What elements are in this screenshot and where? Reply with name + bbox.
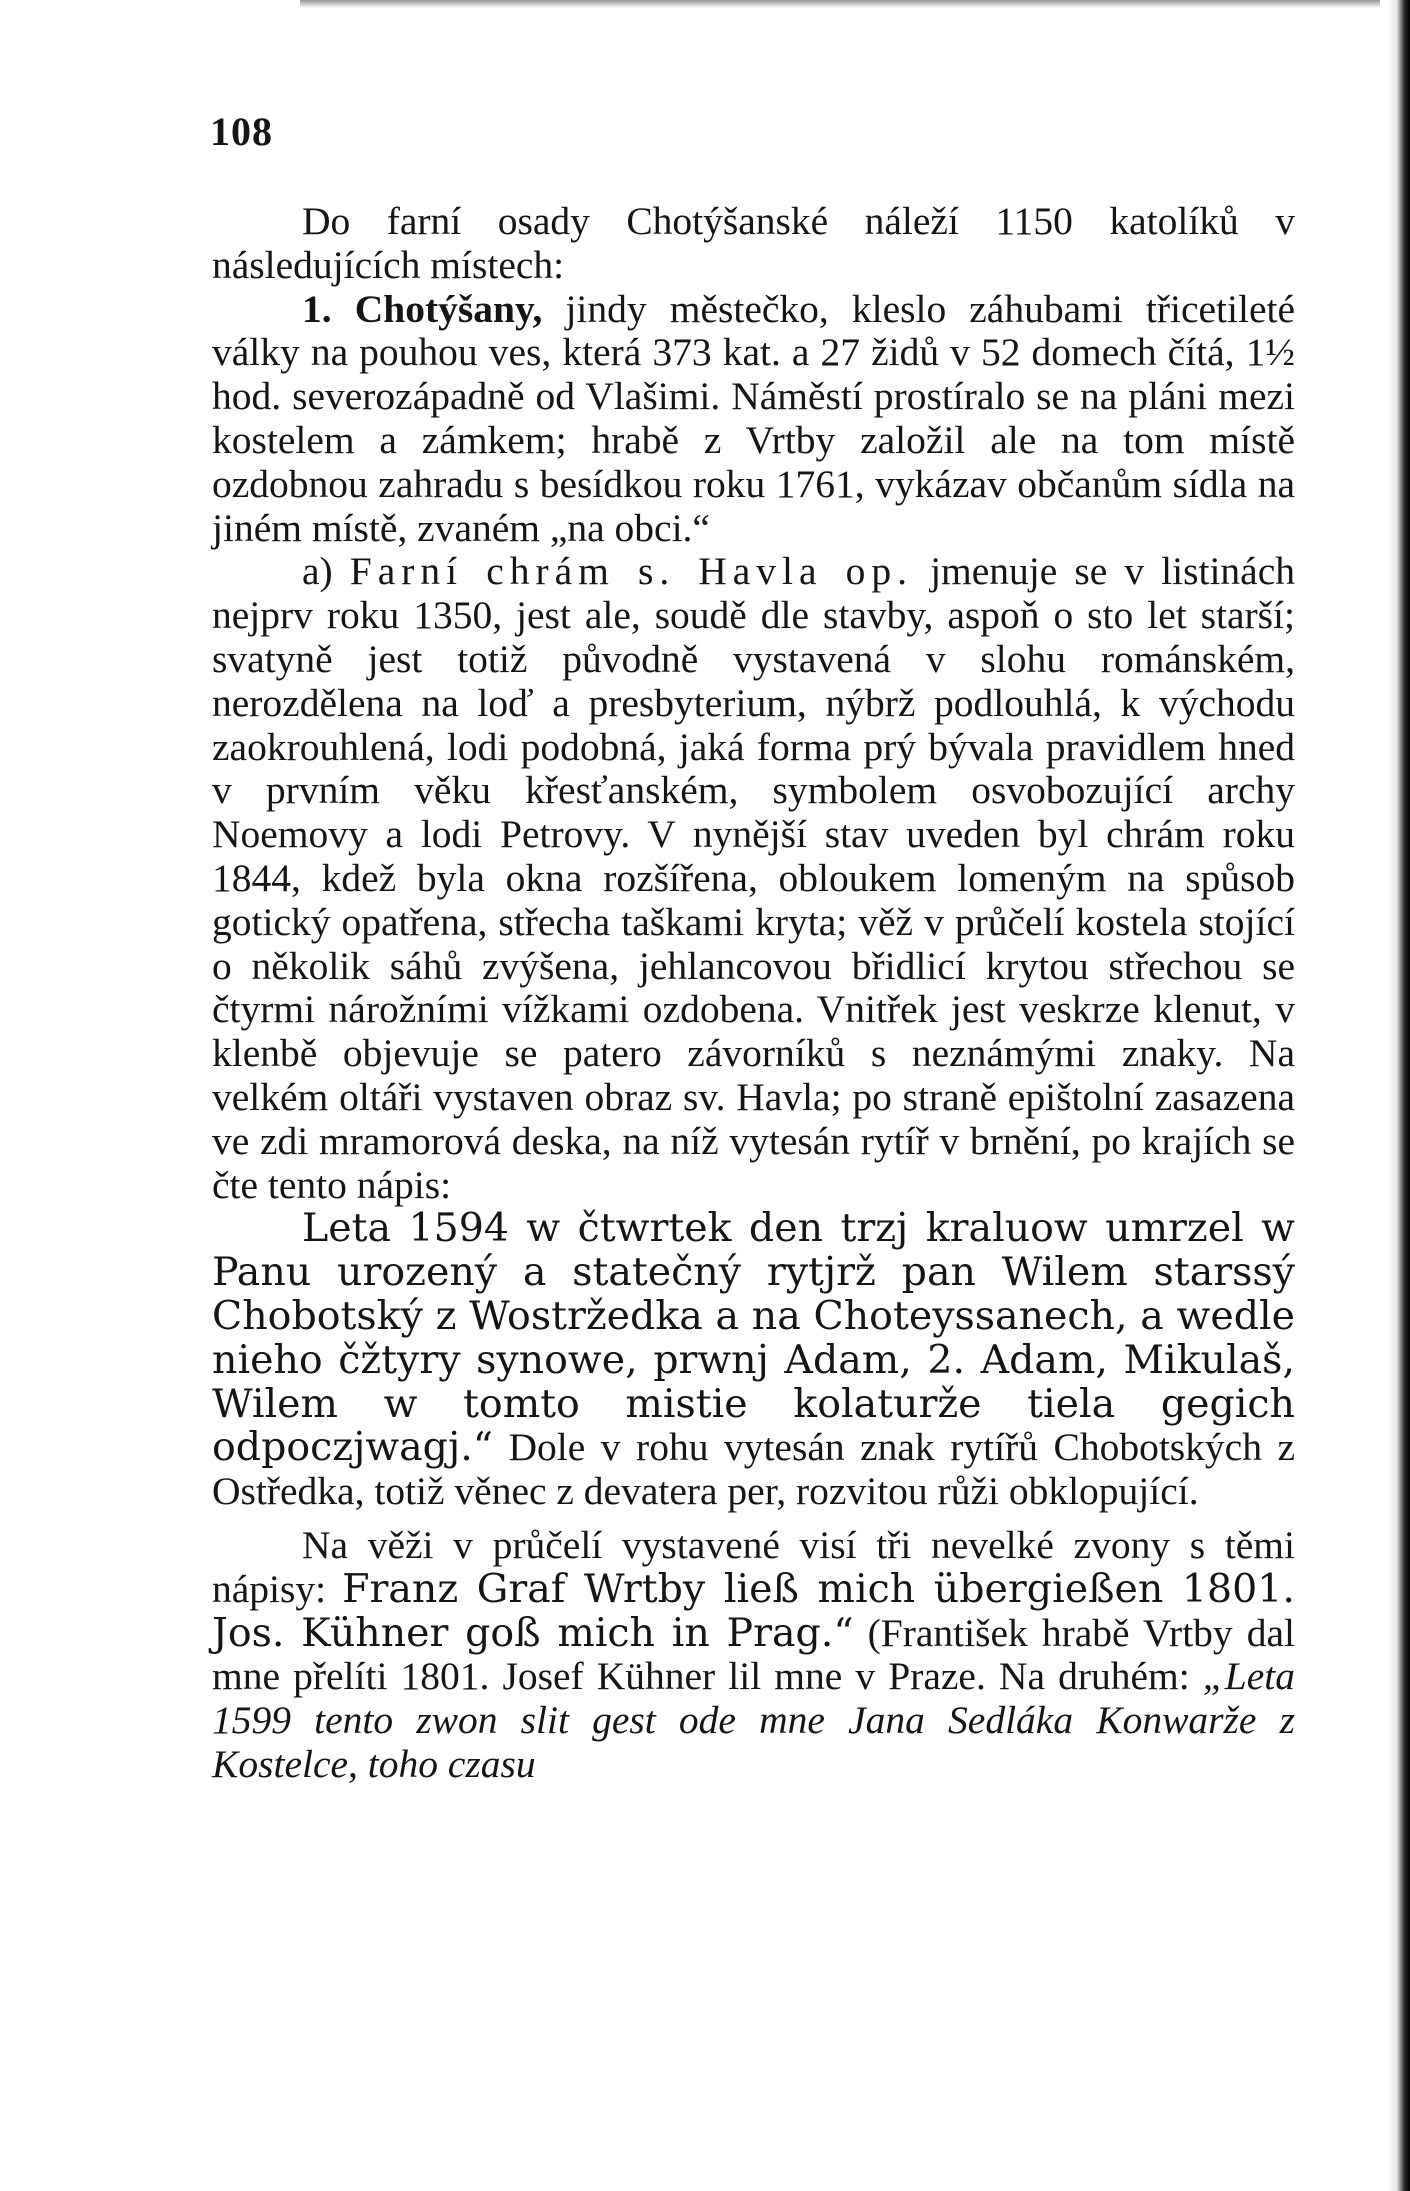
paragraph-inscription [212,1207,1295,1514]
bells-text-1: Na věži v průčelí vystavené visí tři nevelké zvony s těmi nápisy: [212,1522,1295,1611]
paragraph-chotysany [212,288,1295,551]
page-right-edge-shadow [1388,0,1410,2191]
paragraph-bells [212,1524,1295,1787]
place-name: Chotýšany, [354,286,543,331]
paragraph-inscription-text: Dole v rohu vytesán znak rytířů Chobotských z Ostředka, totiž věnec z devatera per, rozvitou růži obklopující. [212,1425,1295,1514]
paragraph-intro: Do farní osady Chotýšanské náleží 1150 katolíků v následujících místech: [212,199,1295,287]
paragraph-church [212,550,1295,1207]
bell-inscription-german: Franz Graf Wrtby ließ mich übergießen 1801. Jos. Kühner goß mich in Prag.“ [212,1565,1295,1656]
paragraph-church-text: jmenuje se v listinách nejprv roku 1350, jest ale, soudě dle stavby, aspoň o sto let starší; svatyně jest totiž původně vystavená v slohu románském, nerozdělena na loď a presbyterium, nýbrž podlouhlá, k východu zaokrouhlená, lodi podobná, jaká forma prý bývala pravidlem hned v prvním věku křesťanském, symbolem osvobozující archy Noemovy a lodi Petrovy. V nynější stav uveden byl chrám roku 1844, kdež byla okna rozšířena, obloukem lomeným na spůsob gotický opatřena, střecha taškami kryta; věž v průčelí kostela stojící o několik sáhů zvýšena, jehlancovou břidlicí krytou střechou se čtyrmi nárožními vížkami ozdobena. Vnitřek jest veskrze klenut, v klenbě objevuje se patero závorníků s neznámými znaky. Na velkém oltáři vystaven obraz sv. Havla; po straně epištolní zasazena ve zdi mramorová deska, na níž vytesán rytíř v brnění, po krajích se čte tento nápis: [212,549,1295,1207]
page-number: 108 [210,109,273,154]
item-number: 1. [302,286,332,331]
inscription-text: Leta 1594 w čtwrtek den trzj kraluow umrzel w Panu urozený a statečný rytjrž pan Wilem starssý Chobotský z Wostržedka a na Choteyssanech, a wedle nieho čžtyry synowe, prwnj Adam, 2. Adam, Mikulaš, Wilem w tomto mistie kolaturže tiela gegich odpoczjwagj.“ [212,1205,1295,1471]
body-text [212,200,1295,1787]
bells-text-2: (František hrabě Vrtby dal mne přelíti 1801. Josef Kühner lil mne v Praze. Na druhém: [212,1610,1295,1699]
church-lead: a) [302,549,350,594]
church-title: Farní chrám s. Havla op. [349,549,914,594]
bell-inscription-czech: „Leta 1599 tento zwon slit gest ode mne Jana Sedláka Konwarže z Kostelce, toho czasu [212,1654,1295,1786]
page-top-edge-shadow [300,0,1380,8]
paragraph-chotysany-text: jindy městečko, kleslo záhubami třicetileté války na pouhou ves, která 373 kat. a 27 židů v 52 domech čítá, 1½ hod. severozápadně od Vlašimi. Náměstí prostíralo se na pláni mezi kostelem a zámkem; hrabě z Vrtby založil ale na tom místě ozdobnou zahradu s besídkou roku 1761, vykázav občanům sídla na jiném místě, zvaném „na obci.“ [212,286,1296,550]
